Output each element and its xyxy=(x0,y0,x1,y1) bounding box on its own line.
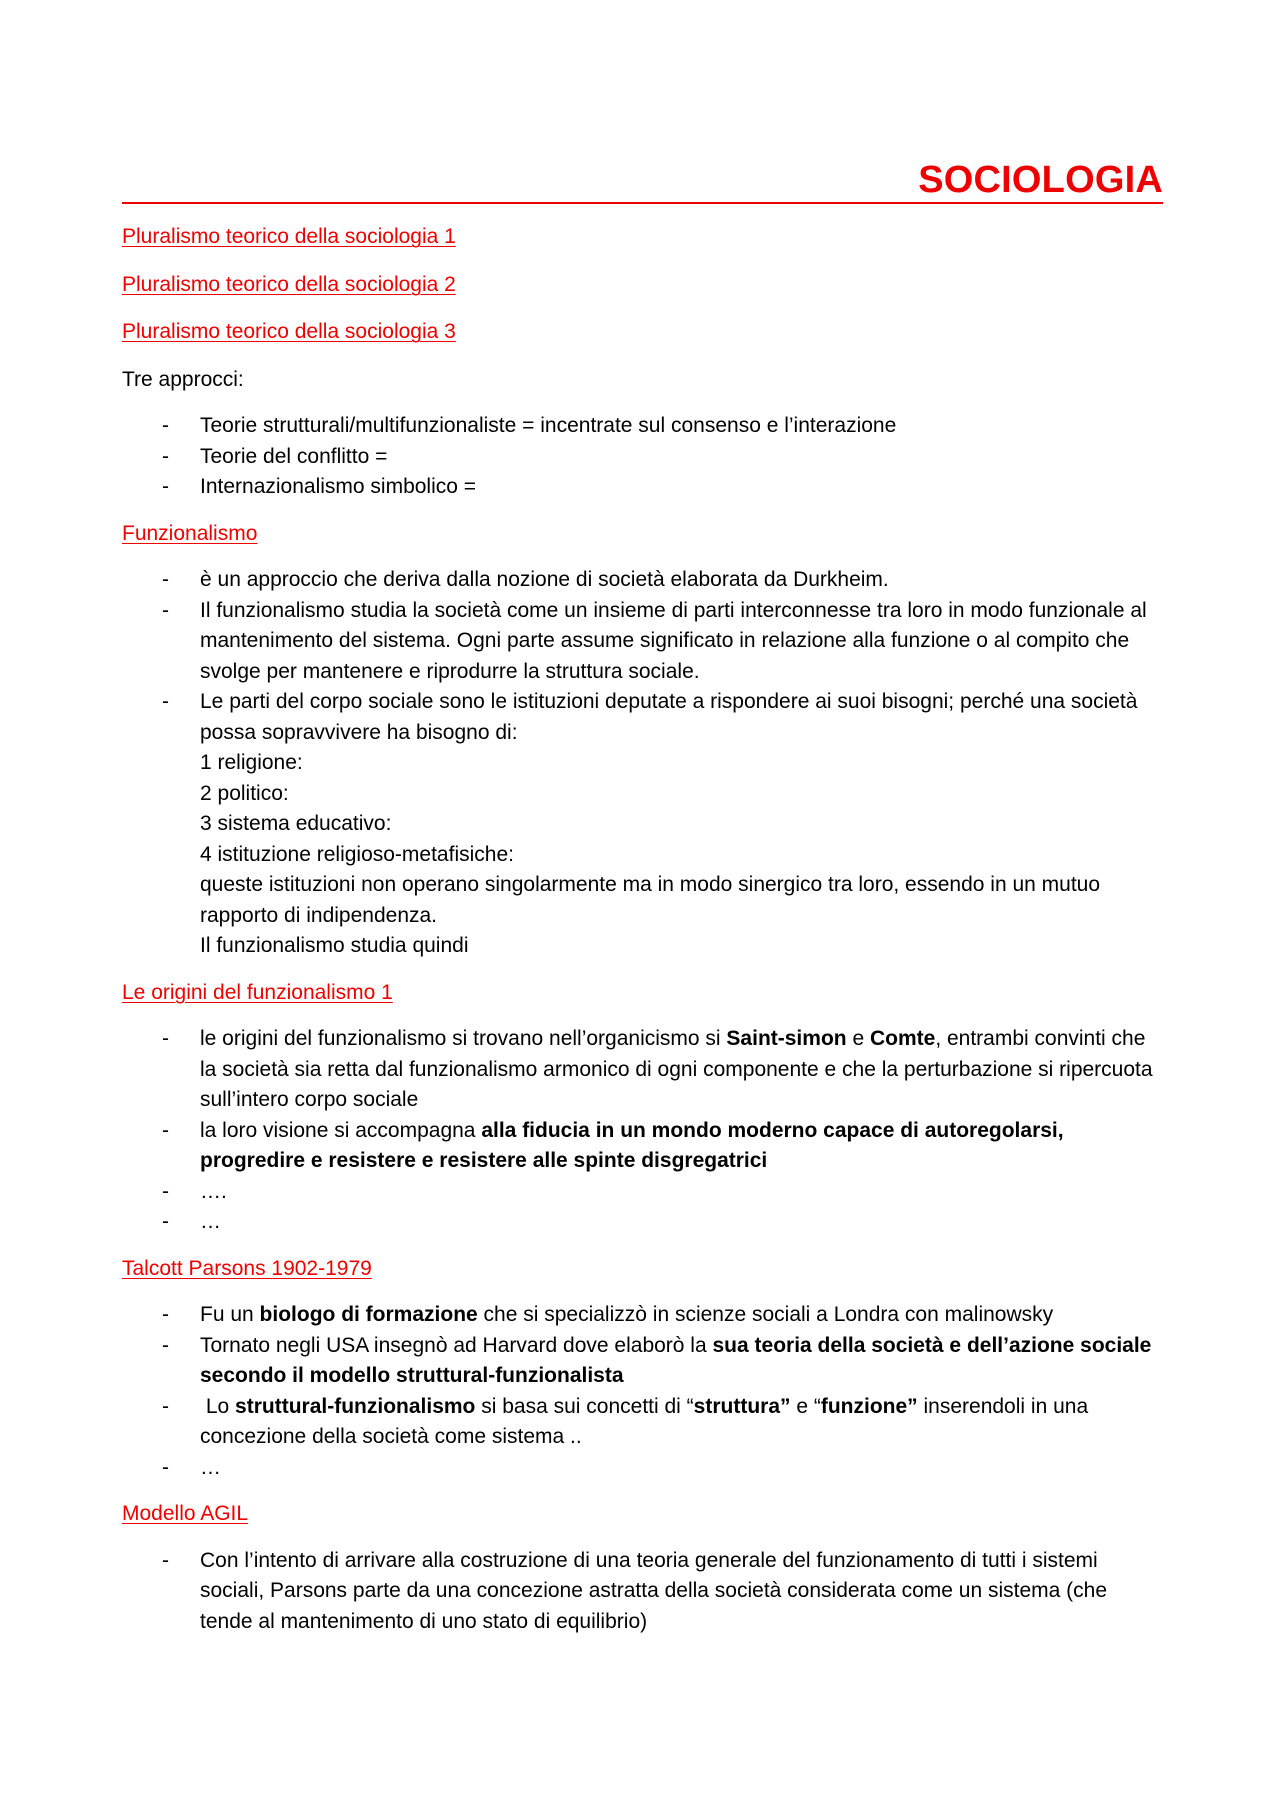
link-pluralismo-3[interactable]: Pluralismo teorico della sociologia 3 xyxy=(122,320,456,343)
approcci-intro: Tre approcci: xyxy=(122,367,244,391)
text: che si specializzò in scienze sociali a Londra con malinowsky xyxy=(477,1303,1054,1326)
list-item: - è un approccio che deriva dalla nozione di società elaborata da Durkheim. xyxy=(122,565,1163,596)
need-item: 3 sistema educativo: xyxy=(200,812,392,835)
bold-text: struttura” xyxy=(693,1394,791,1418)
text: Lo xyxy=(200,1394,236,1418)
list-item xyxy=(122,1331,1163,1392)
text: si basa sui concetti di “ xyxy=(475,1394,694,1418)
need-item: 4 istituzione religioso-metafisiche: xyxy=(200,842,514,866)
need-item: 2 politico: xyxy=(200,781,289,805)
text: e xyxy=(846,1027,870,1050)
need-item: 1 religione: xyxy=(200,751,303,774)
bold-text: sua teoria della società e dell’azione sociale secondo il modello struttural-funzionalista xyxy=(200,1333,1152,1387)
list-item: - Teorie del conflitto = xyxy=(122,442,1163,473)
bold-text: Saint-simon xyxy=(726,1027,847,1050)
bold-text: funzione” xyxy=(820,1394,918,1418)
page-title: SOCIOLOGIA xyxy=(918,159,1163,201)
bold-text: Comte xyxy=(869,1027,936,1050)
title-row xyxy=(122,158,1163,204)
link-pluralismo-2[interactable]: Pluralismo teorico della sociologia 2 xyxy=(122,272,456,296)
text: , entrambi convinti che la società sia retta dal funzionalismo armonico di ogni componente e che la perturbazione si ripercuota sull’intero corpo sociale xyxy=(200,1027,1153,1111)
list-item xyxy=(122,1024,1163,1116)
bold-text: struttural-funzionalismo xyxy=(235,1394,476,1418)
parsons-list xyxy=(122,1300,1163,1483)
needs-intro: - Le parti del corpo sociale sono le istituzioni deputate a rispondere ai suoi bisogni; perché una società possa sopravvivere ha bisogno di: xyxy=(200,690,1138,744)
list-item: - … xyxy=(122,1207,1163,1238)
origini-list xyxy=(122,1024,1163,1238)
text: le origini del funzionalismo si trovano nell’organicismo si xyxy=(200,1027,727,1050)
needs-last: Il funzionalismo studia quindi xyxy=(200,934,469,957)
text: inserendoli in una concezione della società come sistema .. xyxy=(200,1394,1094,1448)
list-item xyxy=(122,687,1163,962)
approcci-list xyxy=(122,411,1163,503)
list-item: - …. xyxy=(122,1177,1163,1208)
heading-funzionalismo[interactable]: Funzionalismo xyxy=(122,521,258,545)
heading-agil[interactable]: Modello AGIL xyxy=(122,1502,249,1525)
list-item xyxy=(122,1116,1163,1177)
funzionalismo-list xyxy=(122,565,1163,962)
list-item xyxy=(122,1300,1163,1331)
needs-after: queste istituzioni non operano singolarmente ma in modo sinergico tra loro, essendo in un mutuo rapporto di indipendenza. xyxy=(200,873,1101,927)
heading-origini[interactable]: Le origini del funzionalismo 1 xyxy=(122,980,393,1004)
bold-text: alla fiducia in un mondo moderno capace di autoregolarsi, progredire e resistere e resistere alle spinte disgregatrici xyxy=(200,1118,1064,1172)
list-item xyxy=(122,1392,1163,1453)
agil-list xyxy=(122,1546,1163,1638)
text: la loro visione si accompagna xyxy=(200,1118,482,1142)
list-item: - … xyxy=(122,1453,1163,1484)
list-item: - Teorie strutturali/multifunzionaliste = incentrate sul consenso e l’interazione xyxy=(122,411,1163,442)
list-item: - Internazionalismo simbolico = xyxy=(122,472,1163,503)
heading-parsons[interactable]: Talcott Parsons 1902-1979 xyxy=(122,1256,372,1280)
text: Fu un xyxy=(200,1303,260,1326)
link-pluralismo-1[interactable]: Pluralismo teorico della sociologia 1 xyxy=(122,225,456,248)
bold-text: biologo di formazione xyxy=(259,1303,478,1326)
list-item: - Con l’intento di arrivare alla costruzione di una teoria generale del funzionamento di tutti i sistemi sociali, Parsons parte da una concezione astratta della società considerata come un sistema (che tende al mantenimento di uno stato di equilibrio) xyxy=(122,1546,1163,1638)
list-item: - Il funzionalismo studia la società come un insieme di parti interconnesse tra loro in modo funzionale al mantenimento del sistema. Ogni parte assume significato in relazione alla funzione o al compito che svolge per mantenere e riprodurre la struttura sociale. xyxy=(122,596,1163,688)
text: e “ xyxy=(790,1394,821,1418)
text: Tornato negli USA insegnò ad Harvard dove elaborò la xyxy=(200,1333,713,1357)
